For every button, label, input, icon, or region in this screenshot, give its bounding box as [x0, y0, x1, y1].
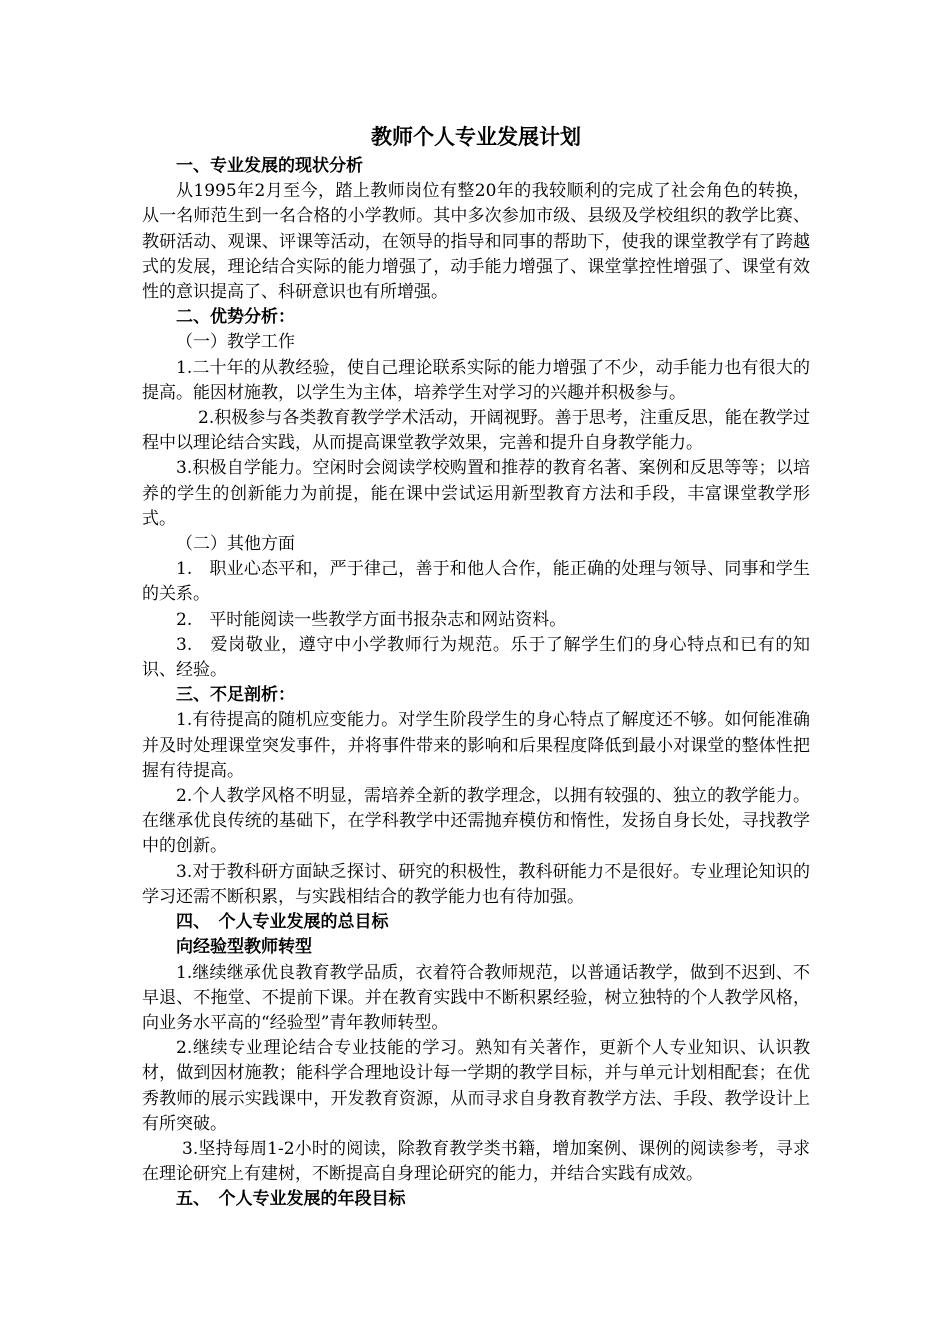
paragraph-other-1: 1. 职业心态平和，严于律己，善于和他人合作，能正确的处理与领导、同事和学生的关系。 — [142, 559, 810, 605]
paragraph-shortcoming-3: 3.对于教科研方面缺乏探讨、研究的积极性，教科研能力不是很好。专业理论知识的学习还需不断积累，与实践相结合的教学能力也有待加强。 — [142, 861, 810, 907]
section-heading-advantages: 二、优势分析： — [176, 307, 295, 328]
document-page — [142, 120, 810, 1213]
paragraph-goal-1: 1.继续继承优良教育教学品质，衣着符合教师规范，以普通话教学，做到不迟到、不早退、不拖堂、不提前下课。并在教育实践中不断积累经验，树立独特的个人教学风格，向业务水平高的“经验型”青年教师转型。 — [142, 962, 810, 1033]
subheading-teaching-work: （一）教学工作 — [176, 332, 295, 353]
subheading-experienced-teacher: 向经验型教师转型 — [176, 937, 312, 958]
paragraph-advantage-3: 3.积极自学能力。空闲时会阅读学校购置和推荐的教育名著、案例和反思等等；以培养的学生的创新能力为前提，能在课中尝试运用新型教育方法和手段，丰富课堂教学形式。 — [142, 458, 810, 529]
section-heading-overall-goal: 四、 个人专业发展的总目标 — [176, 912, 389, 933]
paragraph-shortcoming-1: 1.有待提高的随机应变能力。对学生阶段学生的身心特点了解度还不够。如何能准确并及时处理课堂突发事件，并将事件带来的影响和后果程度降低到最小对课堂的整体性把握有待提高。 — [142, 710, 810, 781]
section-heading-stage-goals: 五、 个人专业发展的年段目标 — [176, 1189, 406, 1210]
subheading-other-aspects: （二）其他方面 — [176, 534, 295, 555]
paragraph-other-2: 2. 平时能阅读一些教学方面书报杂志和网站资料。 — [176, 609, 567, 630]
paragraph-shortcoming-2: 2.个人教学风格不明显，需培养全新的教学理念，以拥有较强的、独立的教学能力。在继承优良传统的基础下，在学科教学中还需抛弃模仿和惰性，发扬自身长处，寻找教学中的创新。 — [142, 786, 810, 857]
paragraph-status: 从1995年2月至今，踏上教师岗位有整20年的我较顺利的完成了社会角色的转换，从一名师范生到一名合格的小学教师。其中多次参加市级、县级及学校组织的教学比赛、教研活动、观课、评课等活动，在领导的指导和同事的帮助下，使我的课堂教学有了跨越式的发展，理论结合实际的能力增强了，动手能力增强了、课堂掌控性增强了、课堂有效性的意识提高了、科研意识也有所增强。 — [142, 181, 810, 303]
paragraph-goal-3: 3.坚持每周1-2小时的阅读，除教育教学类书籍，增加案例、课例的阅读参考，寻求在理论研究上有建树，不断提高自身理论研究的能力，并结合实践有成效。 — [142, 1138, 810, 1185]
section-heading-shortcomings: 三、不足剖析： — [176, 685, 295, 706]
paragraph-advantage-2: 2.积极参与各类教育教学学术活动，开阔视野。善于思考，注重反思，能在教学过程中以理论结合实践，从而提高课堂教学效果，完善和提升自身教学能力。 — [142, 408, 810, 454]
paragraph-other-3: 3. 爱岗敬业，遵守中小学教师行为规范。乐于了解学生们的身心特点和已有的知识、经验。 — [142, 634, 810, 681]
paragraph-advantage-1: 1.二十年的从教经验，使自己理论联系实际的能力增强了不少，动手能力也有很大的提高。能因材施教，以学生为主体，培养学生对学习的兴趣并积极参与。 — [142, 357, 810, 403]
document-title: 教师个人专业发展计划 — [371, 125, 581, 149]
paragraph-goal-2: 2.继续专业理论结合专业技能的学习。熟知有关著作，更新个人专业知识、认识教材，做到因材施教；能科学合理地设计每一学期的教学目标，并与单元计划相配套；在优秀教师的展示实践课中，开发教育资源，从而寻求自身教育教学方法、手段、教学设计上有所突破。 — [142, 1038, 810, 1134]
section-heading-status: 一、专业发展的现状分析 — [176, 156, 363, 176]
